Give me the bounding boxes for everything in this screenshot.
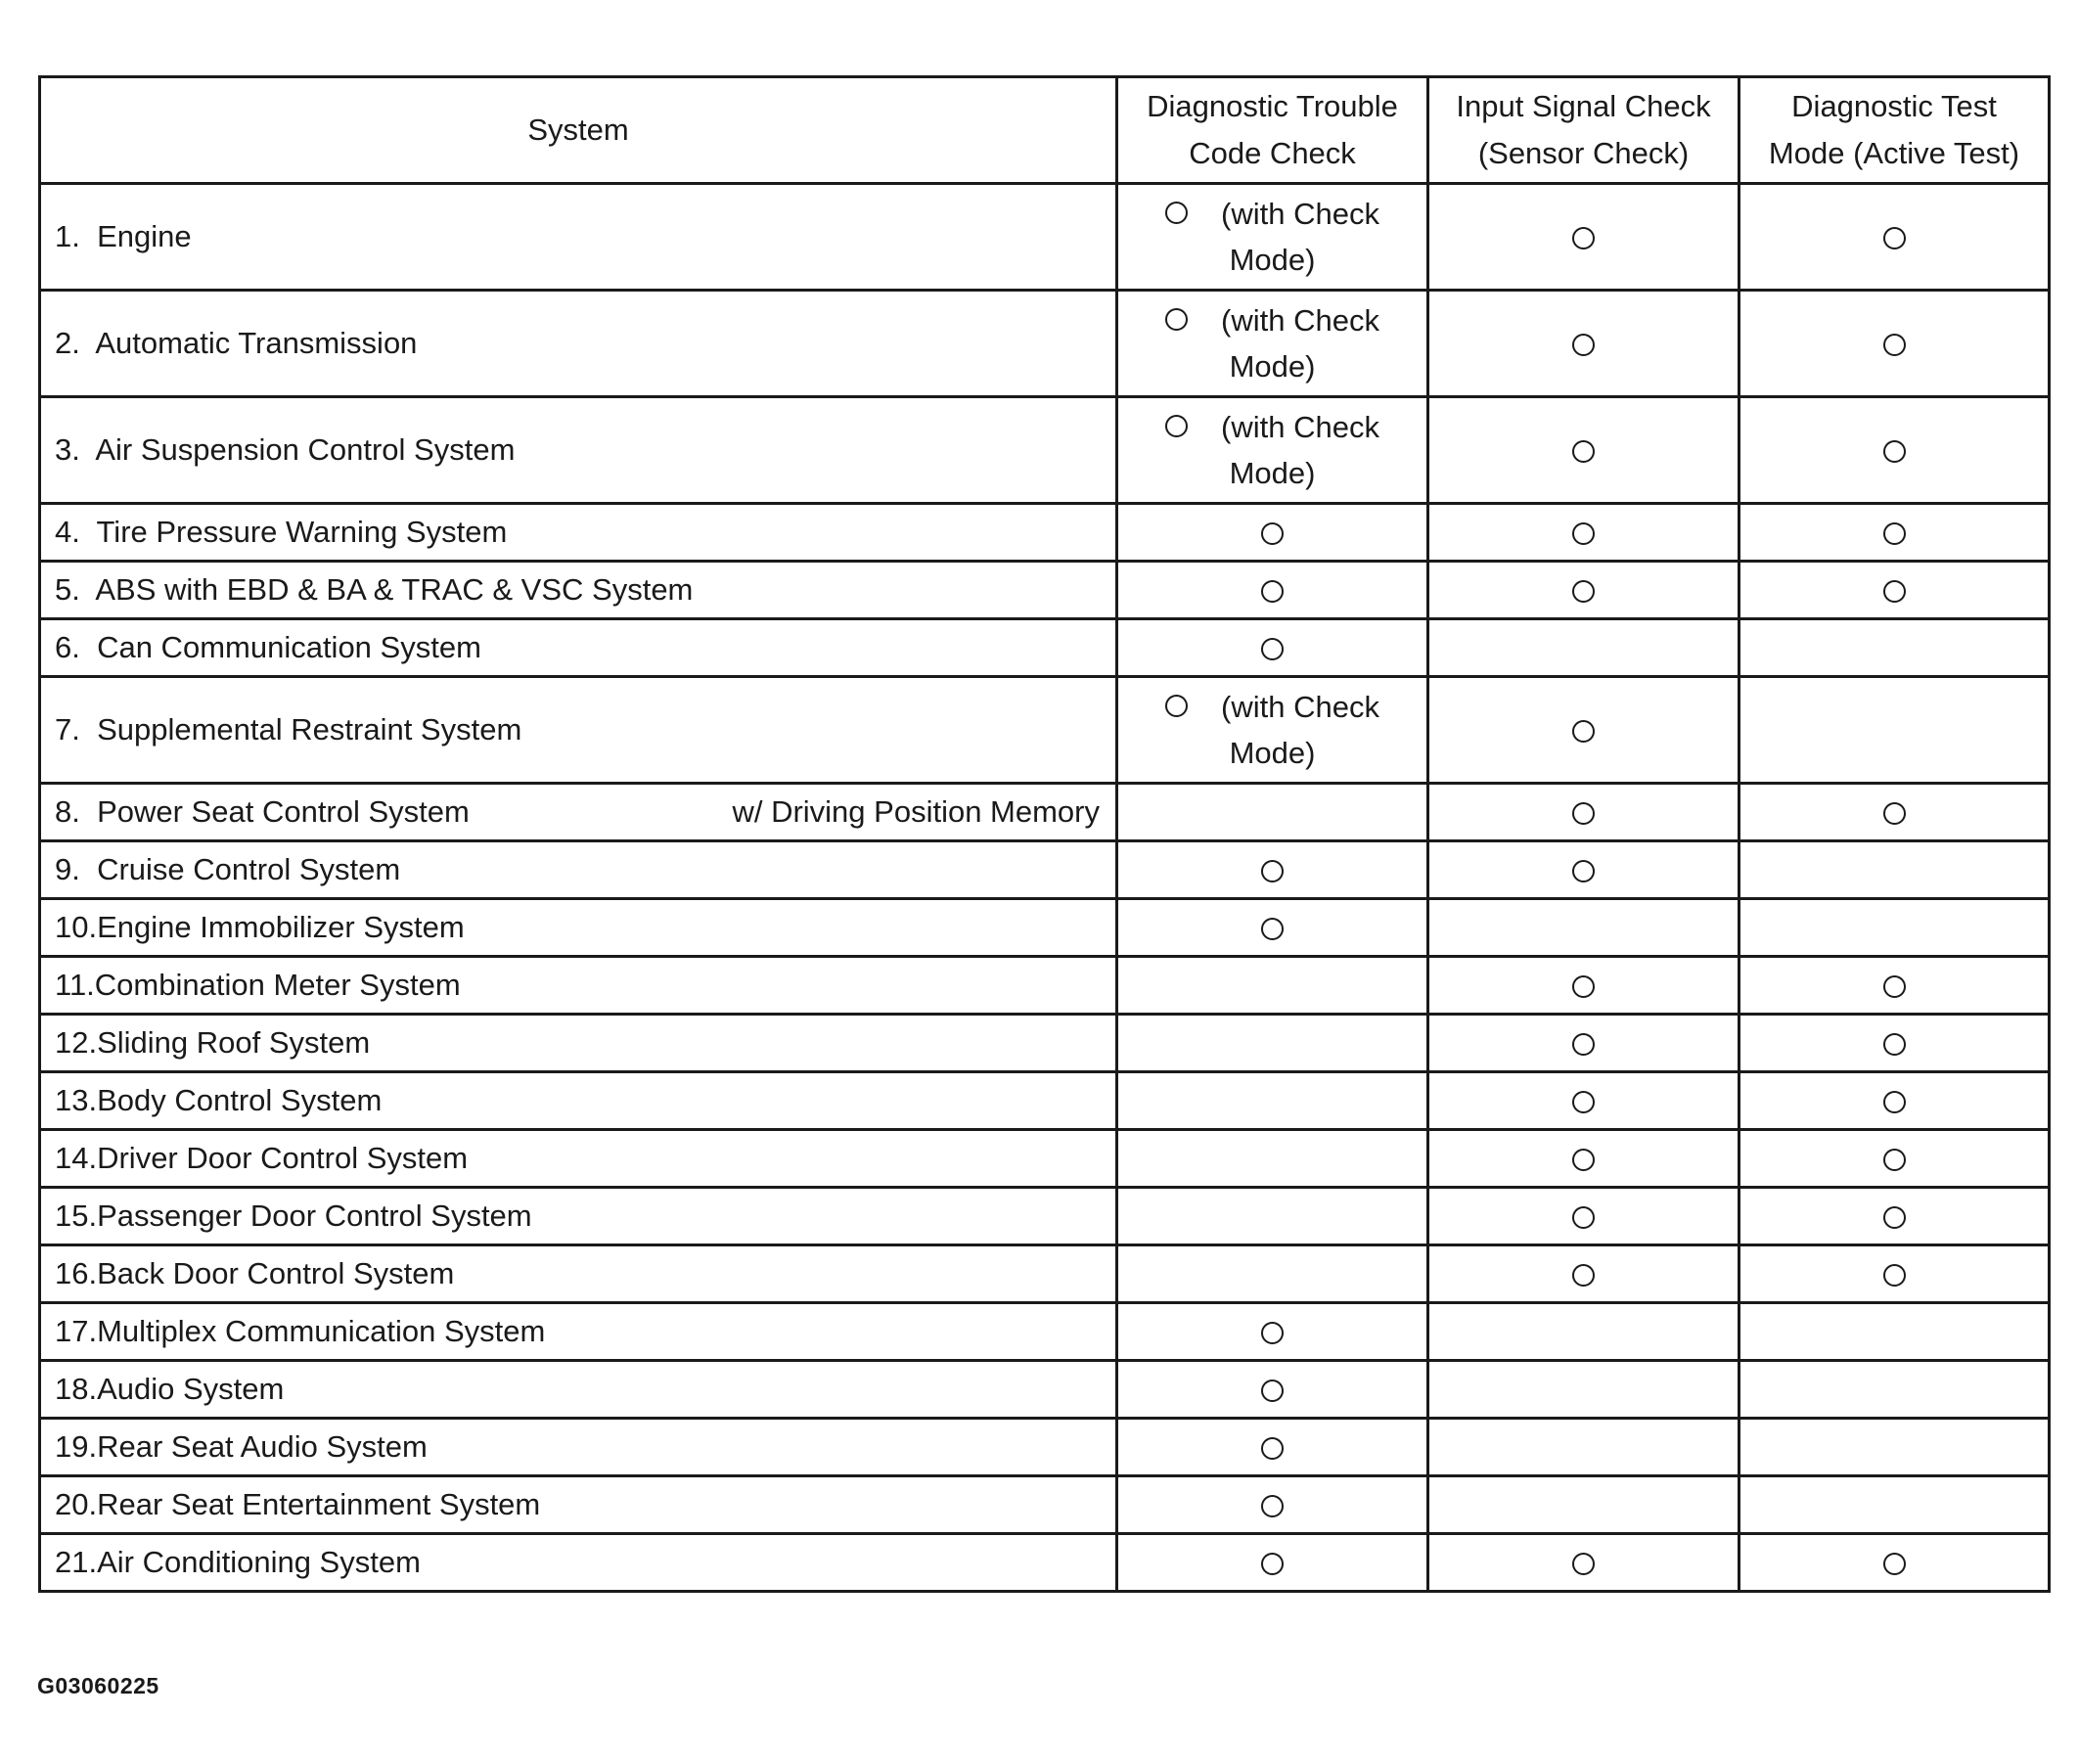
check-mode-mark (1165, 297, 1379, 389)
diagnostic-test-mode-cell (1739, 1476, 2050, 1534)
check-mode-mark (1165, 684, 1379, 776)
system-name: 3. Air Suspension Control System (55, 432, 516, 467)
system-name: 13.Body Control System (55, 1083, 383, 1117)
dtc-check-cell (1117, 1361, 1428, 1419)
supported-circle-icon (1165, 695, 1188, 717)
table-body (40, 184, 2050, 1592)
table-row (40, 1303, 2050, 1361)
input-signal-check-cell (1428, 397, 1739, 504)
diagnostic-test-mode-cell (1739, 1419, 2050, 1476)
supported-circle-icon (1883, 334, 1906, 356)
supported-circle-icon (1883, 802, 1906, 825)
supported-circle-icon (1883, 1149, 1906, 1171)
system-cell (40, 504, 1117, 562)
system-name: 11.Combination Meter System (55, 968, 461, 1002)
supported-circle-icon (1572, 522, 1595, 545)
system-name: 12.Sliding Roof System (55, 1025, 371, 1060)
system-name: 8. Power Seat Control System (55, 794, 470, 829)
table-row (40, 619, 2050, 677)
diagnostic-test-mode-cell (1739, 619, 2050, 677)
supported-circle-icon (1883, 1033, 1906, 1056)
supported-circle-icon (1165, 308, 1188, 331)
supported-circle-icon (1572, 1149, 1595, 1171)
supported-circle-icon (1572, 860, 1595, 882)
table-row (40, 1245, 2050, 1303)
supported-circle-icon (1572, 1553, 1595, 1575)
input-signal-check-cell (1428, 1419, 1739, 1476)
table-row (40, 677, 2050, 784)
diagnostic-test-mode-cell (1739, 1303, 2050, 1361)
supported-circle-icon (1883, 975, 1906, 998)
system-name: 4. Tire Pressure Warning System (55, 515, 508, 549)
check-mode-note-line2: Mode) (1229, 242, 1316, 277)
supported-circle-icon (1572, 720, 1595, 743)
dtc-check-cell (1117, 899, 1428, 957)
dtc-check-cell (1117, 1130, 1428, 1188)
dtc-check-cell (1117, 1245, 1428, 1303)
dtc-check-cell (1117, 397, 1428, 504)
diagnostic-test-mode-cell (1739, 1188, 2050, 1245)
system-cell (40, 1130, 1117, 1188)
supported-circle-icon (1883, 580, 1906, 603)
input-signal-check-cell (1428, 184, 1739, 291)
table-row (40, 1072, 2050, 1130)
input-signal-check-cell (1428, 1476, 1739, 1534)
system-cell (40, 397, 1117, 504)
system-cell (40, 677, 1117, 784)
table-row (40, 1419, 2050, 1476)
input-signal-check-cell (1428, 1303, 1739, 1361)
system-note: w/ Driving Position Memory (732, 794, 1100, 829)
diagnostic-test-mode-cell (1739, 1130, 2050, 1188)
supported-circle-icon (1883, 1206, 1906, 1229)
header-system-label: System (527, 113, 629, 147)
supported-circle-icon (1261, 1437, 1284, 1460)
system-cell (40, 619, 1117, 677)
input-signal-check-cell (1428, 1361, 1739, 1419)
header-dtm-line1: Diagnostic Test (1791, 89, 1997, 123)
supported-circle-icon (1572, 227, 1595, 249)
supported-circle-icon (1261, 1322, 1284, 1344)
supported-circle-icon (1883, 440, 1906, 463)
diagnostic-test-mode-cell (1739, 504, 2050, 562)
system-name: 20.Rear Seat Entertainment System (55, 1487, 541, 1521)
system-cell (40, 899, 1117, 957)
diagnostic-test-mode-cell (1739, 784, 2050, 841)
system-name: 17.Multiplex Communication System (55, 1314, 546, 1348)
diagnostic-test-mode-cell (1739, 1534, 2050, 1592)
supported-circle-icon (1572, 1033, 1595, 1056)
input-signal-check-cell (1428, 784, 1739, 841)
check-mode-note-line1: (with Check (1221, 196, 1379, 231)
input-signal-check-cell (1428, 291, 1739, 397)
dtc-check-cell (1117, 291, 1428, 397)
diagnostic-test-mode-cell (1739, 562, 2050, 619)
diagnostic-test-mode-cell (1739, 1361, 2050, 1419)
system-name: 16.Back Door Control System (55, 1256, 455, 1290)
input-signal-check-cell (1428, 841, 1739, 899)
input-signal-check-cell (1428, 1245, 1739, 1303)
dtc-check-cell (1117, 1188, 1428, 1245)
input-signal-check-cell (1428, 677, 1739, 784)
dtc-check-cell (1117, 677, 1428, 784)
system-cell (40, 562, 1117, 619)
diagnostic-test-mode-cell (1739, 841, 2050, 899)
header-dtc-line1: Diagnostic Trouble (1147, 89, 1398, 123)
header-isc-line2: (Sensor Check) (1477, 136, 1690, 170)
system-name: 21.Air Conditioning System (55, 1545, 421, 1579)
table-row (40, 784, 2050, 841)
figure-code: G03060225 (37, 1673, 159, 1698)
system-cell (40, 1188, 1117, 1245)
diagnostic-test-mode-cell (1739, 291, 2050, 397)
dtc-check-cell (1117, 1303, 1428, 1361)
check-mode-note-line2: Mode) (1229, 348, 1316, 384)
header-system (40, 77, 1117, 184)
dtc-check-cell (1117, 184, 1428, 291)
diagnostic-function-sheet (38, 75, 2048, 1593)
table-row (40, 1476, 2050, 1534)
check-mode-note-line1: (with Check (1221, 302, 1379, 338)
input-signal-check-cell (1428, 957, 1739, 1015)
system-name: 19.Rear Seat Audio System (55, 1429, 428, 1464)
dtc-check-cell (1117, 1015, 1428, 1072)
dtc-check-cell (1117, 1534, 1428, 1592)
system-cell (40, 841, 1117, 899)
system-name: 10.Engine Immobilizer System (55, 910, 465, 944)
input-signal-check-cell (1428, 619, 1739, 677)
dtc-check-cell (1117, 619, 1428, 677)
supported-circle-icon (1883, 227, 1906, 249)
table-row (40, 562, 2050, 619)
system-name: 15.Passenger Door Control System (55, 1199, 532, 1233)
supported-circle-icon (1572, 334, 1595, 356)
check-mode-mark (1165, 404, 1379, 496)
check-mode-note-line2: Mode) (1229, 455, 1316, 490)
check-mode-mark (1165, 191, 1379, 283)
system-name: 2. Automatic Transmission (55, 326, 418, 360)
diagnostic-test-mode-cell (1739, 397, 2050, 504)
header-diagnostic-trouble-code-check (1117, 77, 1428, 184)
supported-circle-icon (1261, 638, 1284, 660)
supported-circle-icon (1883, 1553, 1906, 1575)
system-name: 18.Audio System (55, 1372, 285, 1406)
header-input-signal-check (1428, 77, 1739, 184)
table-row (40, 291, 2050, 397)
table-row (40, 899, 2050, 957)
diagnostic-test-mode-cell (1739, 677, 2050, 784)
diagnostic-test-mode-cell (1739, 899, 2050, 957)
check-mode-note-line2: Mode) (1229, 735, 1316, 770)
input-signal-check-cell (1428, 1130, 1739, 1188)
check-mode-note-line1: (with Check (1221, 409, 1379, 444)
dtc-check-cell (1117, 957, 1428, 1015)
input-signal-check-cell (1428, 1188, 1739, 1245)
supported-circle-icon (1883, 1091, 1906, 1113)
input-signal-check-cell (1428, 562, 1739, 619)
diagnostic-test-mode-cell (1739, 1245, 2050, 1303)
system-name: 5. ABS with EBD & BA & TRAC & VSC System (55, 572, 694, 607)
system-name: 9. Cruise Control System (55, 852, 401, 886)
table-row (40, 1534, 2050, 1592)
table-row (40, 1130, 2050, 1188)
system-name: 1. Engine (55, 219, 192, 253)
supported-circle-icon (1261, 580, 1284, 603)
system-cell (40, 184, 1117, 291)
supported-circle-icon (1261, 1495, 1284, 1517)
table-row (40, 1188, 2050, 1245)
table-row (40, 397, 2050, 504)
supported-circle-icon (1261, 522, 1284, 545)
input-signal-check-cell (1428, 899, 1739, 957)
system-cell (40, 1419, 1117, 1476)
diagnostic-test-mode-cell (1739, 1015, 2050, 1072)
diagnostic-test-mode-cell (1739, 1072, 2050, 1130)
system-cell (40, 291, 1117, 397)
system-cell (40, 957, 1117, 1015)
header-dtc-line2: Code Check (1189, 136, 1356, 170)
supported-circle-icon (1261, 1380, 1284, 1402)
table-row (40, 841, 2050, 899)
system-cell (40, 1534, 1117, 1592)
system-name: 14.Driver Door Control System (55, 1141, 469, 1175)
supported-circle-icon (1165, 415, 1188, 437)
supported-circle-icon (1572, 1264, 1595, 1287)
supported-circle-icon (1572, 802, 1595, 825)
supported-circle-icon (1572, 1091, 1595, 1113)
dtc-check-cell (1117, 1072, 1428, 1130)
dtc-check-cell (1117, 1476, 1428, 1534)
system-name: 6. Can Communication System (55, 630, 481, 664)
input-signal-check-cell (1428, 1534, 1739, 1592)
input-signal-check-cell (1428, 1072, 1739, 1130)
table-row (40, 1361, 2050, 1419)
header-dtm-line2: Mode (Active Test) (1768, 136, 2020, 170)
supported-circle-icon (1261, 1553, 1284, 1575)
header-diagnostic-test-mode (1739, 77, 2050, 184)
supported-circle-icon (1883, 1264, 1906, 1287)
supported-circle-icon (1572, 580, 1595, 603)
supported-circle-icon (1261, 860, 1284, 882)
supported-circle-icon (1572, 1206, 1595, 1229)
supported-circle-icon (1261, 918, 1284, 940)
table-row (40, 184, 2050, 291)
system-cell (40, 1303, 1117, 1361)
diagnostic-functions-table (38, 75, 2051, 1593)
system-cell (40, 1245, 1117, 1303)
input-signal-check-cell (1428, 1015, 1739, 1072)
supported-circle-icon (1572, 440, 1595, 463)
dtc-check-cell (1117, 1419, 1428, 1476)
header-isc-line1: Input Signal Check (1456, 89, 1711, 123)
system-cell (40, 1476, 1117, 1534)
table-header-row (40, 77, 2050, 184)
supported-circle-icon (1883, 522, 1906, 545)
system-cell (40, 1361, 1117, 1419)
dtc-check-cell (1117, 562, 1428, 619)
supported-circle-icon (1572, 975, 1595, 998)
system-cell (40, 1015, 1117, 1072)
table-row (40, 504, 2050, 562)
diagnostic-test-mode-cell (1739, 184, 2050, 291)
system-name: 7. Supplemental Restraint System (55, 712, 522, 746)
system-cell (40, 1072, 1117, 1130)
check-mode-note-line1: (with Check (1221, 689, 1379, 724)
system-cell (40, 784, 1117, 841)
dtc-check-cell (1117, 784, 1428, 841)
diagnostic-test-mode-cell (1739, 957, 2050, 1015)
supported-circle-icon (1165, 202, 1188, 224)
dtc-check-cell (1117, 504, 1428, 562)
table-row (40, 1015, 2050, 1072)
input-signal-check-cell (1428, 504, 1739, 562)
dtc-check-cell (1117, 841, 1428, 899)
table-row (40, 957, 2050, 1015)
